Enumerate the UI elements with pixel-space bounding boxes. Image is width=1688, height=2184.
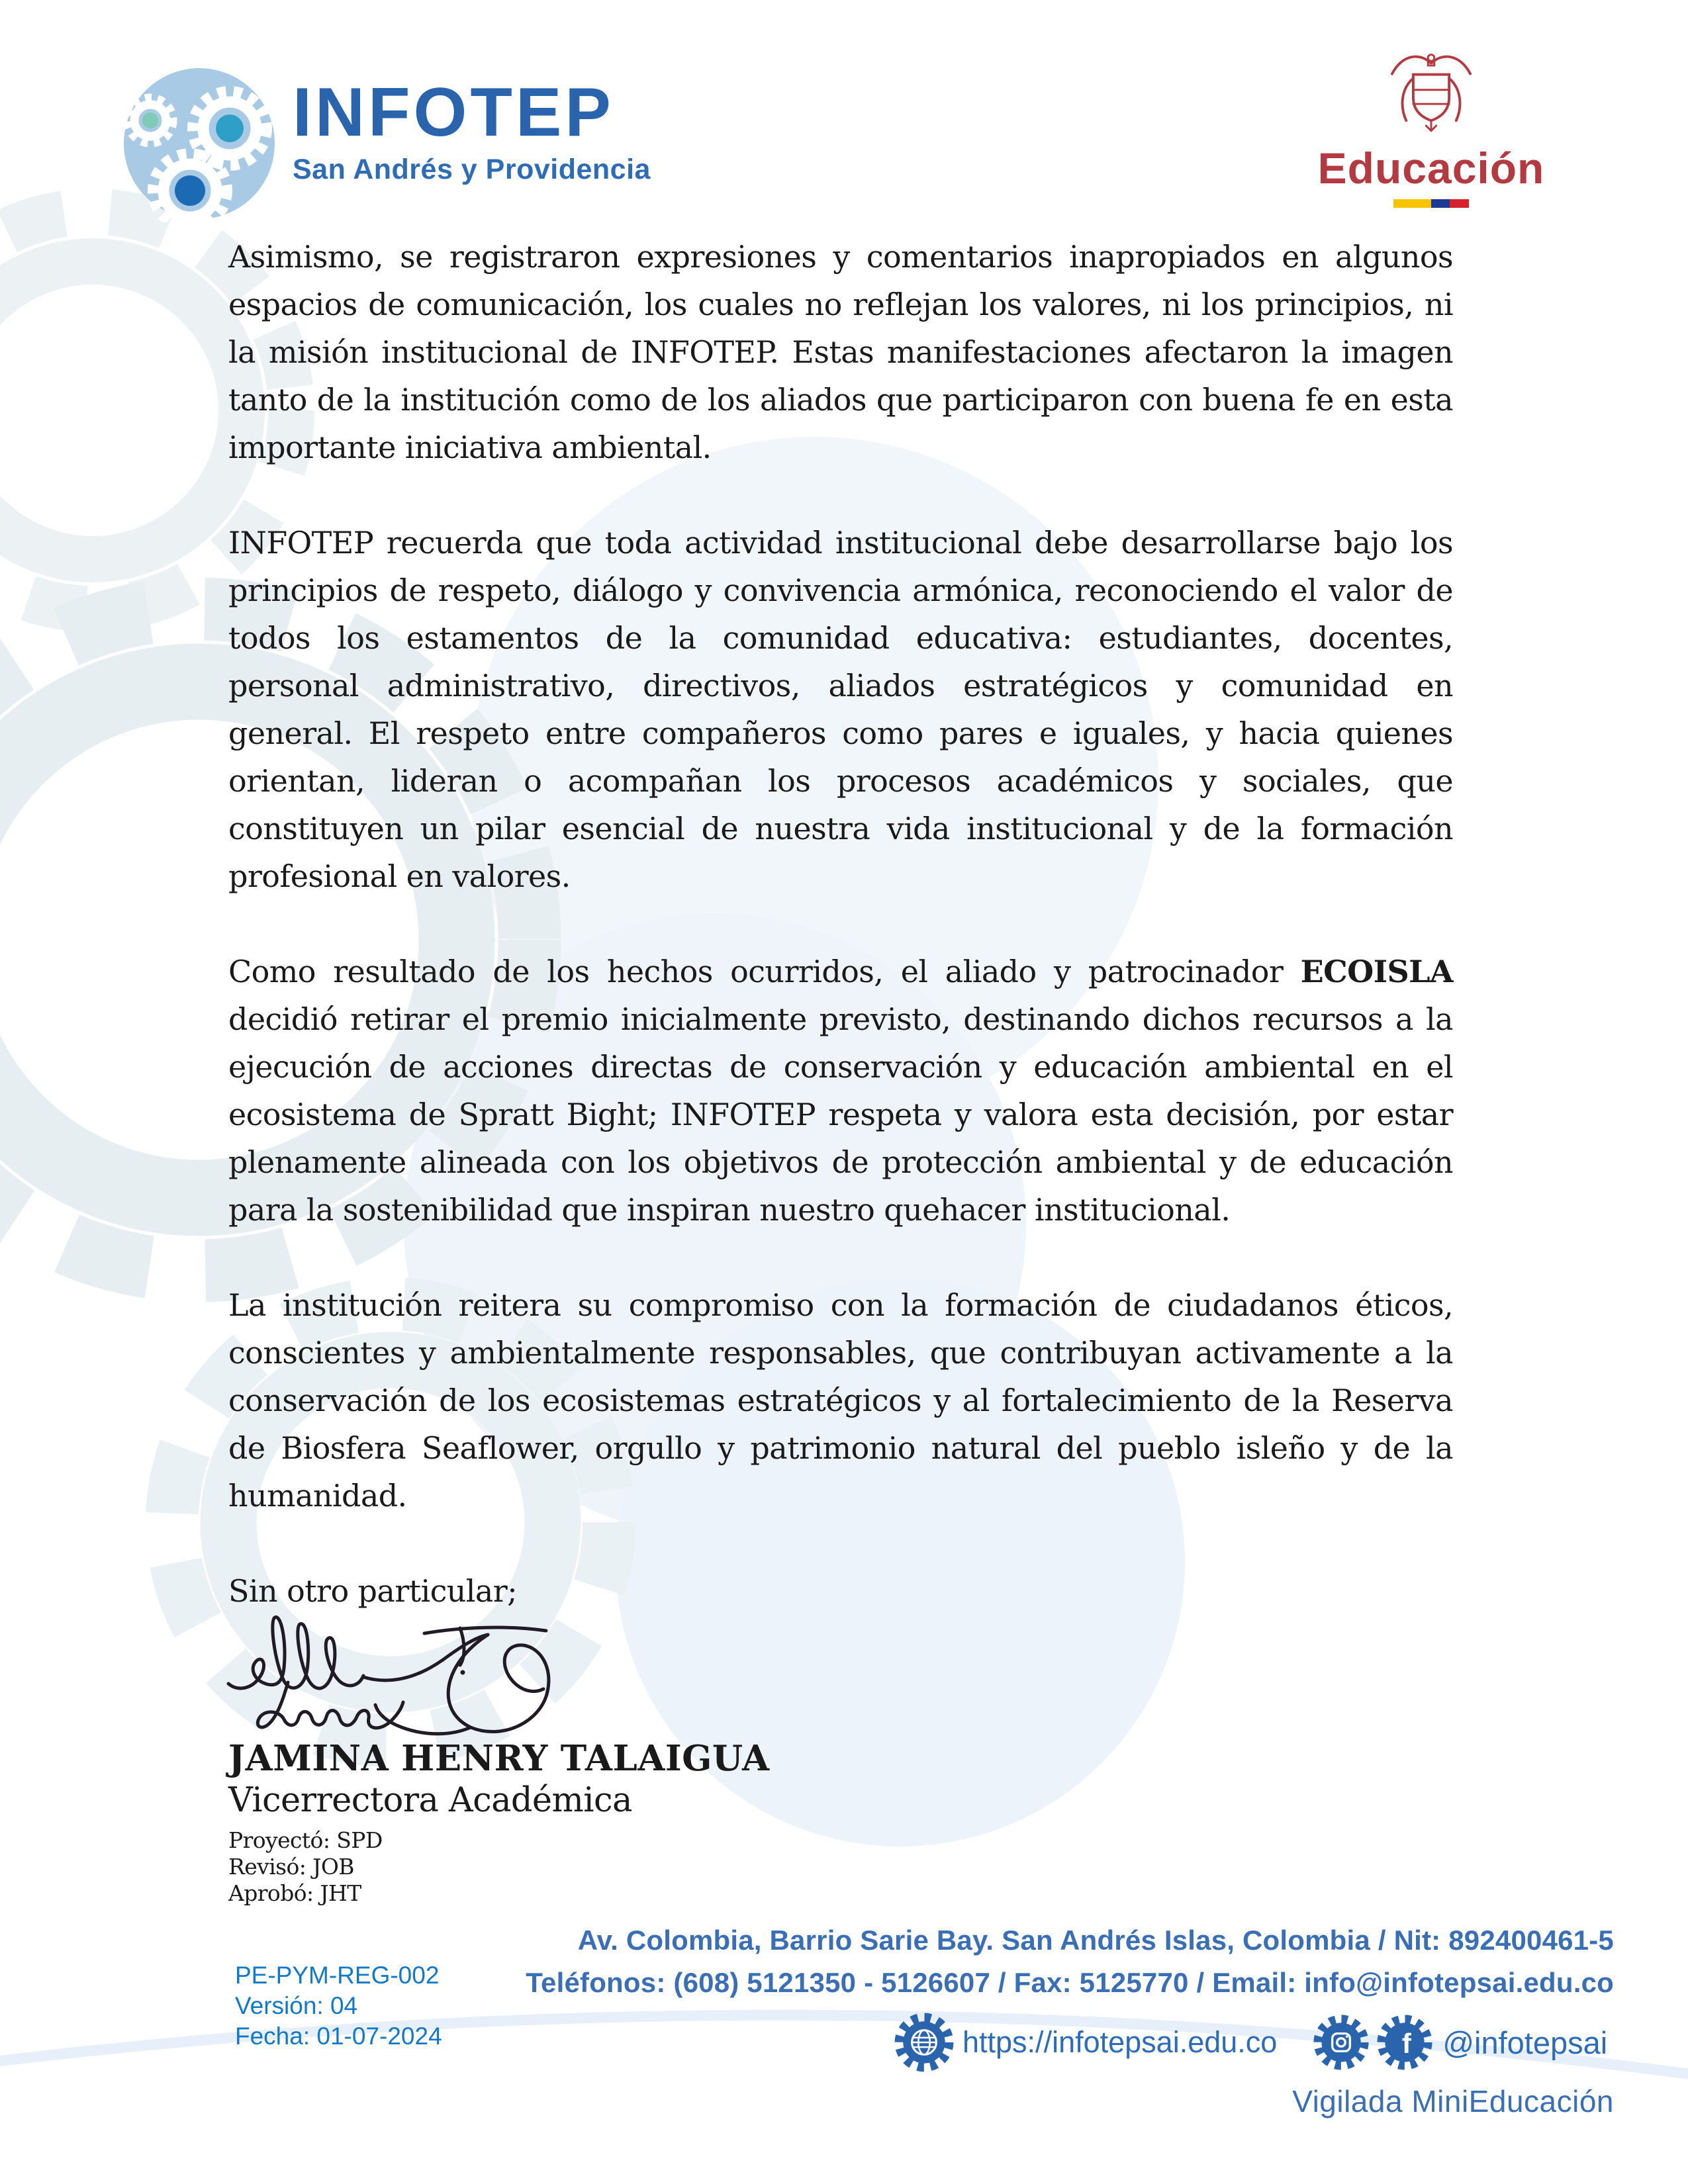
doc-code-block [235,1960,442,2052]
sponsor-name: ECOISLA [1300,954,1453,989]
address-line-2: Teléfonos: (608) 5121350 - 5126607 / Fax: 5125770 / Email: info@infotepsai.edu.co [526,1967,1614,1998]
flag-red-segment [1450,199,1469,208]
infotep-wordmark [293,74,651,186]
flag-yellow-segment [1393,199,1431,208]
approval-block [228,1827,1453,1907]
paragraph-4: La institución reitera su compromiso con la formación de ciudadanos éticos, conscientes y ambientalmente responsables, que contribuyan activamente a la conservación de los ecosistemas estratégicos y al fortalecimiento de la Reserva de Biosfera Seaflower, orgullo y patrimonio natural del pueblo isleño y de la humanidad. [228,1287,1453,1514]
flag-blue-segment [1431,199,1450,208]
paragraph-3-rest: decidió retirar el premio inicialmente previsto, destinando dichos recursos a la ejecución de acciones directas de conservación y educación ambiental en el ecosistema de Spratt Bight; INFOTEP respeta y valora esta decisión, por estar plenamente alineada con los objetivos de protección ambiental y de educación para la sostenibilidad que inspiran nuestro quehacer institucional. [228,1001,1453,1228]
signer-name: JAMINA HENRY TALAIGUA [228,1738,770,1779]
paragraph-3-lead: Como resultado de los hechos ocurridos, el aliado y patrocinador [228,954,1301,989]
signature-ink [224,1604,555,1747]
doc-version: Versión: 04 [235,1992,358,2019]
footer-address [526,1919,1614,2004]
globe-gear-badge-icon [894,2012,955,2073]
paragraph-1: Asimismo, se registraron expresiones y comentarios inapropiados en algunos espacios de comunicación, los cuales no reflejan los valores, ni los principios, ni la misión institucional de INFOTEP. Estas manifestaciones afectaron la imagen tanto de la institución como de los aliados que participaron con buena fe en esta importante iniciativa ambiental. [228,239,1453,465]
address-line-1: Av. Colombia, Barrio Sarie Bay. San Andrés Islas, Colombia / Nit: 892400461-5 [577,1925,1614,1956]
signature-area [228,1615,1453,1737]
doc-code: PE-PYM-REG-002 [235,1962,440,1989]
instagram-gear-badge-icon [1313,2014,1370,2071]
approval-line-reviso: Revisó: JOB [228,1854,354,1880]
vigilada-note: Vigilada MiniEducación [1292,2084,1614,2118]
doc-date: Fecha: 01-07-2024 [235,2023,442,2050]
approval-line-proyecto: Proyectó: SPD [228,1827,383,1853]
paragraph-3 [228,948,1453,1234]
infotep-gearball-icon [121,64,280,222]
infotep-title: INFOTEP [293,74,614,151]
website-url: https://infotepsai.edu.co [962,2025,1278,2059]
infotep-subtitle: San Andrés y Providencia [293,154,651,185]
svg-text:f: f [1402,2028,1412,2060]
letter-body [228,233,1453,1907]
social-row [894,2012,1607,2073]
facebook-gear-badge-icon [1376,2014,1433,2071]
approval-line-aprobo: Aprobó: JHT [228,1880,361,1906]
colombia-flag-bar [1393,199,1469,208]
colombia-crest-icon [1382,45,1481,144]
ministry-label: Educación [1317,144,1545,193]
paragraph-2: INFOTEP recuerda que toda actividad institucional debe desarrollarse bajo los principios de respeto, diálogo y convivencia armónica, reconociendo el valor de todos los estamentos de la comunidad educativa: estudiantes, docentes, personal administrativo, directivos, aliados estratégicos y comunidad en general. El respeto entre compañeros como pares e iguales, y hacia quienes orientan, lideran o acompañan los procesos académicos y sociales, que constituyen un pilar esencial de nuestra vida institucional y de la formación profesional en valores. [228,525,1453,894]
social-handle: @infotepsai [1442,2025,1608,2060]
closing-line: Sin otro particular; [228,1573,518,1609]
ministry-logo [1309,45,1554,208]
signer-title: Vicerrectora Académica [228,1781,632,1820]
